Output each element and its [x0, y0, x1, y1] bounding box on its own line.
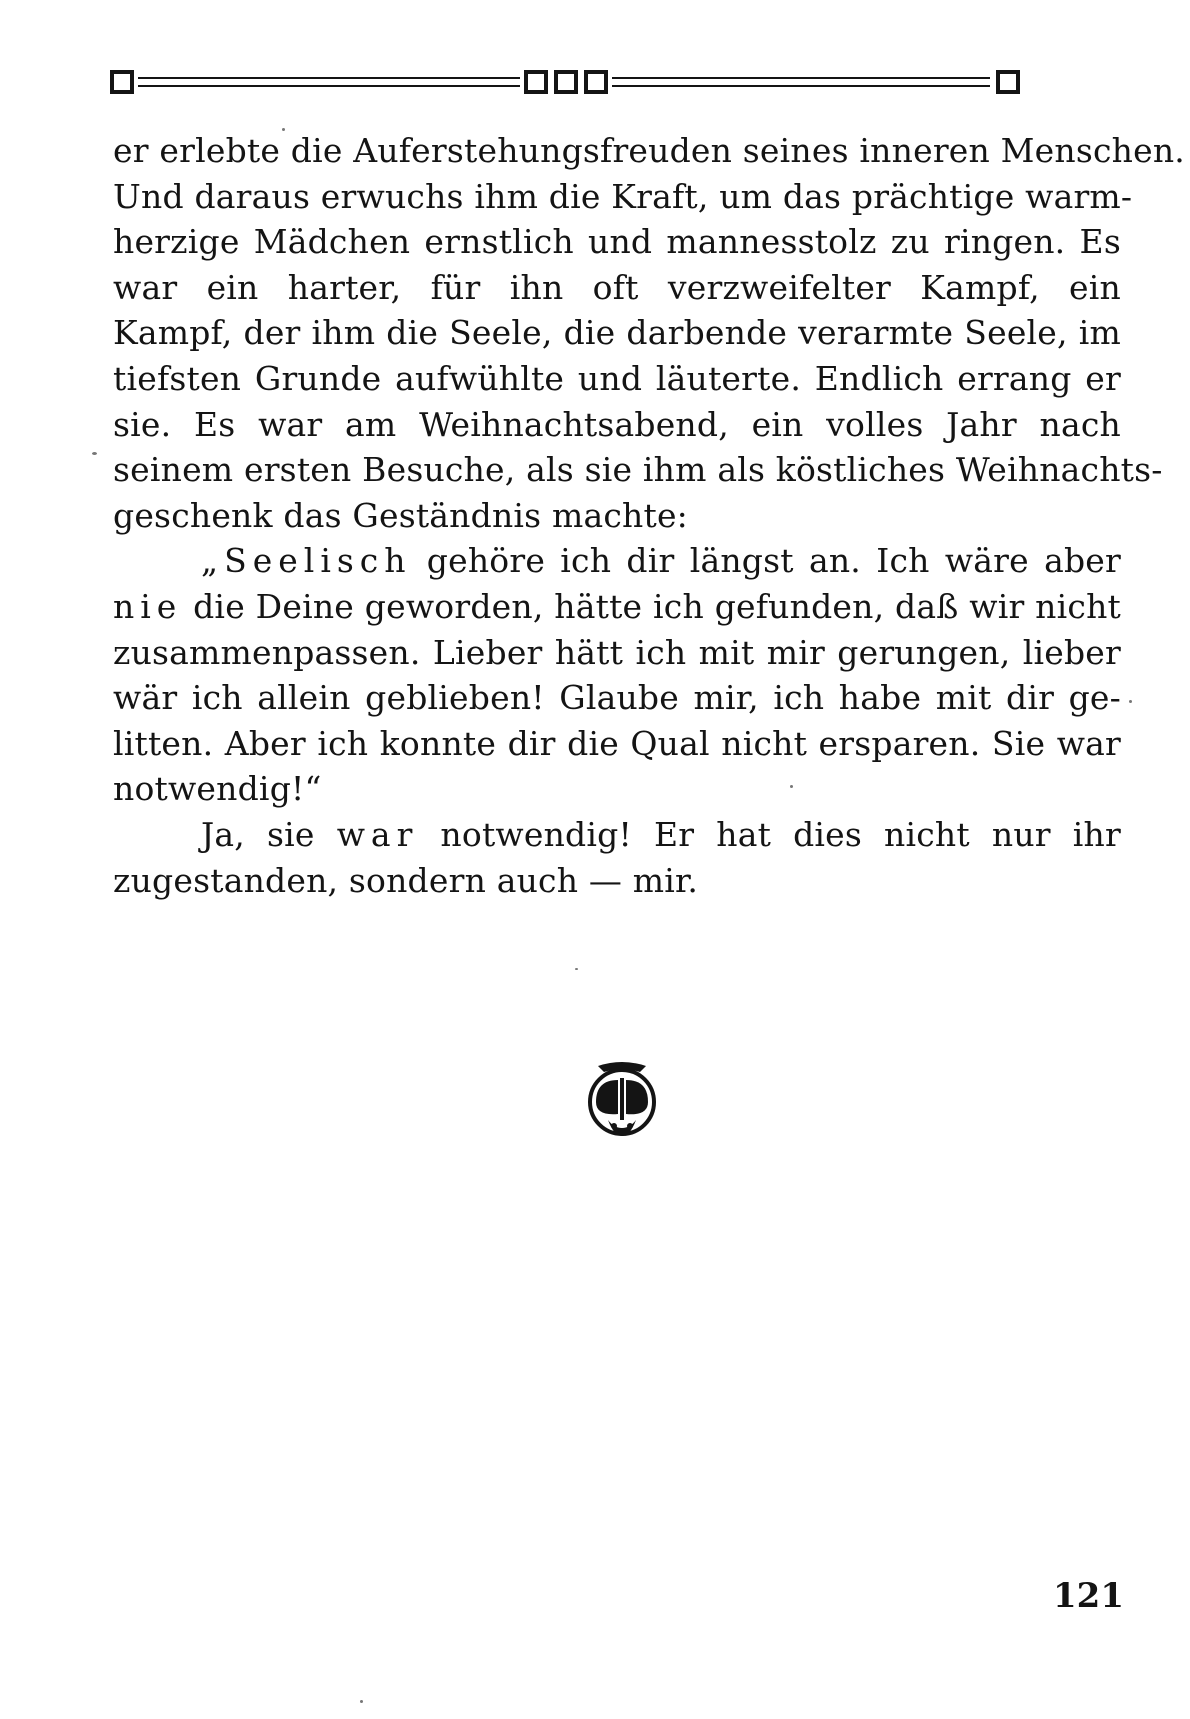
quote-line-text: notwendig!“ [113, 769, 322, 809]
quote-line [113, 766, 1121, 812]
body-text [113, 128, 1185, 903]
closing-line-text: zugestanden, sondern auch — mir. [113, 860, 699, 900]
paper-speck [790, 785, 793, 788]
text-line: sie. Es war am Weihnachtsabend, ein volles Jahr nach [113, 404, 1121, 444]
quote-line-text: wär ich allein geblieben! Glaube mir, ich habe mit dir ge- [113, 678, 1121, 718]
text-line: er erlebte die Auferstehungsfreuden seines inneren Menschen. [113, 131, 1185, 170]
quote-line [113, 630, 1121, 676]
closing-line-text: notwendig! Er hat dies nicht nur ihr [418, 814, 1121, 854]
paper-speck [1129, 700, 1132, 703]
text-line: Kampf, der ihm die Seele, die darbende verarmte Seele, im [113, 313, 1121, 353]
quote-line-text: zusammenpassen. Lieber hätt ich mit mir gerungen, lieber [113, 632, 1121, 672]
paper-speck [282, 128, 285, 131]
ornament-header-rule [110, 66, 1122, 98]
quote-line [113, 721, 1121, 767]
text-line: herzige Mädchen ernstlich und mannesstolz zu ringen. Es [113, 222, 1121, 262]
closing-line [113, 812, 1121, 858]
quote-line [113, 675, 1121, 721]
spaced-word: war [336, 814, 419, 854]
quote-line-text: litten. Aber ich konnte dir die Qual nicht ersparen. Sie war [113, 723, 1121, 763]
paper-speck [360, 1700, 363, 1703]
text-line: war ein harter, für ihn oft verzweifelter Kampf, ein [113, 267, 1121, 307]
floral-vignette-icon [580, 1058, 664, 1142]
page-number: 121 [1053, 1576, 1124, 1616]
quote-line [113, 538, 1121, 584]
quote-line-text: gehöre ich dir längst an. Ich wäre aber [411, 541, 1121, 581]
text-line: Und daraus erwuchs ihm die Kraft, um das prächtige warm- [113, 176, 1133, 216]
spaced-word: nie [113, 586, 183, 626]
paper-speck [575, 968, 578, 970]
paper-speck [92, 452, 97, 455]
closing-line [113, 858, 1121, 904]
text-line: tiefsten Grunde aufwühlte und läuterte. Endlich errang er [113, 358, 1121, 398]
text-line: geschenk das Geständnis machte: [113, 495, 688, 535]
quote-line-text: die Deine geworden, hätte ich gefunden, daß wir nicht [182, 586, 1121, 626]
text-line: seinem ersten Besuche, als sie ihm als köstliches Weihnachts- [113, 450, 1163, 490]
quote-line [113, 584, 1121, 630]
spaced-word: „Seelisch [201, 541, 412, 581]
closing-line-text: Ja, sie [201, 814, 337, 854]
